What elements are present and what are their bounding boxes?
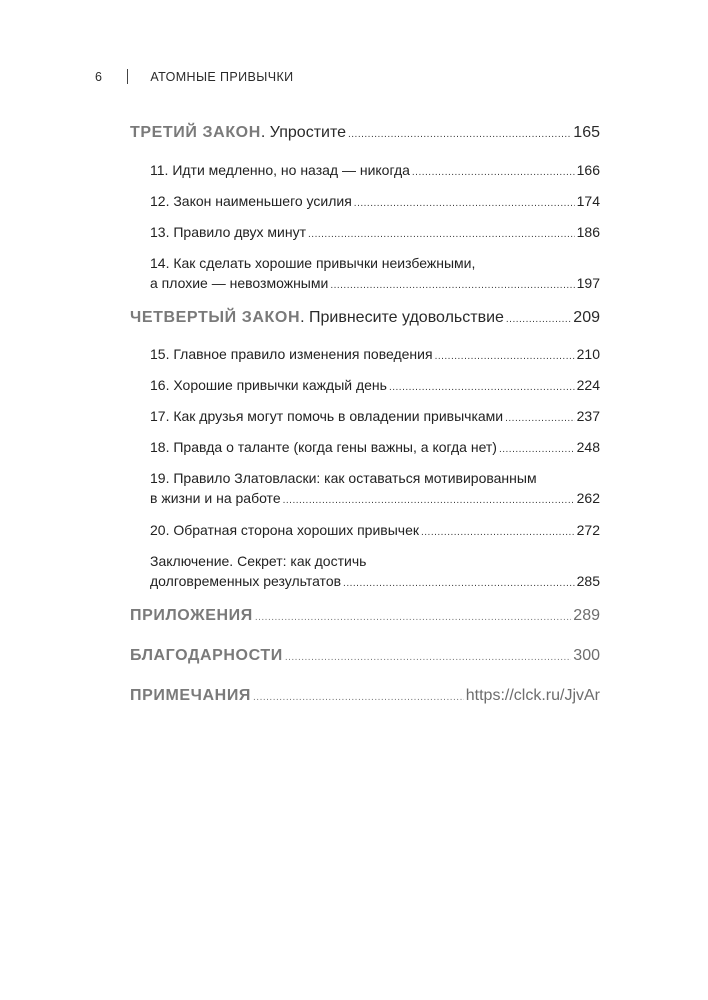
section-title: БЛАГОДАРНОСТИ	[130, 647, 283, 664]
leader-dots	[354, 198, 575, 209]
toc-entry-ch16[interactable]	[150, 377, 600, 397]
chapter-title: 15. Главное правило изменения поведения	[150, 346, 433, 362]
toc-entry-law4[interactable]	[130, 309, 600, 335]
leader-dots	[412, 167, 575, 178]
page-ref: 186	[576, 224, 600, 240]
table-of-contents	[130, 124, 600, 713]
leader-dots	[285, 652, 571, 663]
toc-entry-ch17[interactable]	[150, 408, 600, 428]
leader-dots	[255, 612, 571, 623]
page-ref: 285	[576, 573, 600, 589]
page-ref: 248	[576, 439, 600, 455]
leader-dots	[389, 382, 575, 393]
toc-entry-ch11[interactable]	[150, 162, 600, 182]
page-ref: 224	[576, 377, 600, 393]
toc-entry-ch18[interactable]	[150, 439, 600, 459]
page-ref: 165	[573, 124, 600, 141]
chapter-title: 13. Правило двух минут	[150, 224, 307, 240]
section-title: ПРИЛОЖЕНИЯ	[130, 607, 253, 624]
chapter-title-line1: 19. Правило Златовласки: как оставаться мотивированным	[150, 470, 537, 486]
page-number: 6	[95, 69, 103, 84]
running-head	[95, 69, 294, 84]
toc-entry-conclusion[interactable]	[150, 553, 600, 593]
leader-dots	[421, 527, 575, 538]
law-title: . Привнесите удовольствие	[300, 309, 504, 326]
leader-dots	[253, 692, 464, 703]
page-ref: 262	[576, 490, 600, 506]
leader-dots	[308, 229, 575, 240]
book-title: АТОМНЫЕ ПРИВЫЧКИ	[150, 69, 294, 84]
page-ref: 197	[576, 275, 600, 291]
chapter-title-line1: 14. Как сделать хорошие привычки неизбежными,	[150, 255, 476, 271]
law-keyword: ЧЕТВЕРТЫЙ ЗАКОН	[130, 309, 301, 326]
section-title: ПРИМЕЧАНИЯ	[130, 687, 252, 704]
page-ref: 289	[573, 607, 600, 624]
page-ref: 209	[573, 309, 600, 326]
leader-dots	[330, 280, 574, 291]
conclusion-title-line2: долговременных результатов	[150, 573, 342, 589]
leader-dots	[435, 351, 575, 362]
leader-dots	[499, 444, 575, 455]
chapter-title: 17. Как друзья могут помочь в овладении привычками	[150, 408, 504, 424]
toc-entry-ch12[interactable]	[150, 193, 600, 213]
toc-entry-ch13[interactable]	[150, 224, 600, 244]
law-keyword: ТРЕТИЙ ЗАКОН	[130, 124, 261, 141]
chapter-title-line2: в жизни и на работе	[150, 490, 281, 506]
page-ref: 237	[576, 408, 600, 424]
header-separator	[127, 69, 128, 84]
law-title: . Упростите	[260, 124, 346, 141]
chapter-title: 18. Правда о таланте (когда гены важны, а когда нет)	[150, 439, 497, 455]
toc-entry-ch14[interactable]	[150, 255, 600, 295]
toc-entry-appendix[interactable]	[130, 607, 600, 633]
notes-link[interactable]: https://clck.ru/JjvAr	[465, 687, 600, 704]
chapter-title: 12. Закон наименьшего усилия	[150, 193, 352, 209]
toc-entry-notes[interactable]	[130, 687, 600, 713]
toc-entry-ch20[interactable]	[150, 522, 600, 542]
page-ref: 174	[576, 193, 600, 209]
conclusion-title-line1: Заключение. Секрет: как достичь	[150, 553, 367, 569]
page-ref: 272	[576, 522, 600, 538]
toc-entry-ch15[interactable]	[150, 346, 600, 366]
chapter-title: 16. Хорошие привычки каждый день	[150, 377, 387, 393]
chapter-title: 11. Идти медленно, но назад — никогда	[150, 162, 410, 178]
leader-dots	[505, 413, 575, 424]
chapter-title-line2: а плохие — невозможными	[150, 275, 329, 291]
toc-entry-thanks[interactable]	[130, 647, 600, 673]
leader-dots	[506, 314, 571, 325]
toc-entry-law3[interactable]	[130, 124, 600, 150]
toc-entry-ch19[interactable]	[150, 470, 600, 510]
chapter-title: 20. Обратная сторона хороших привычек	[150, 522, 419, 538]
leader-dots	[343, 578, 575, 589]
page-ref: 210	[576, 346, 600, 362]
page-ref: 166	[576, 162, 600, 178]
leader-dots	[283, 495, 575, 506]
page-ref: 300	[573, 647, 600, 664]
leader-dots	[348, 129, 571, 140]
